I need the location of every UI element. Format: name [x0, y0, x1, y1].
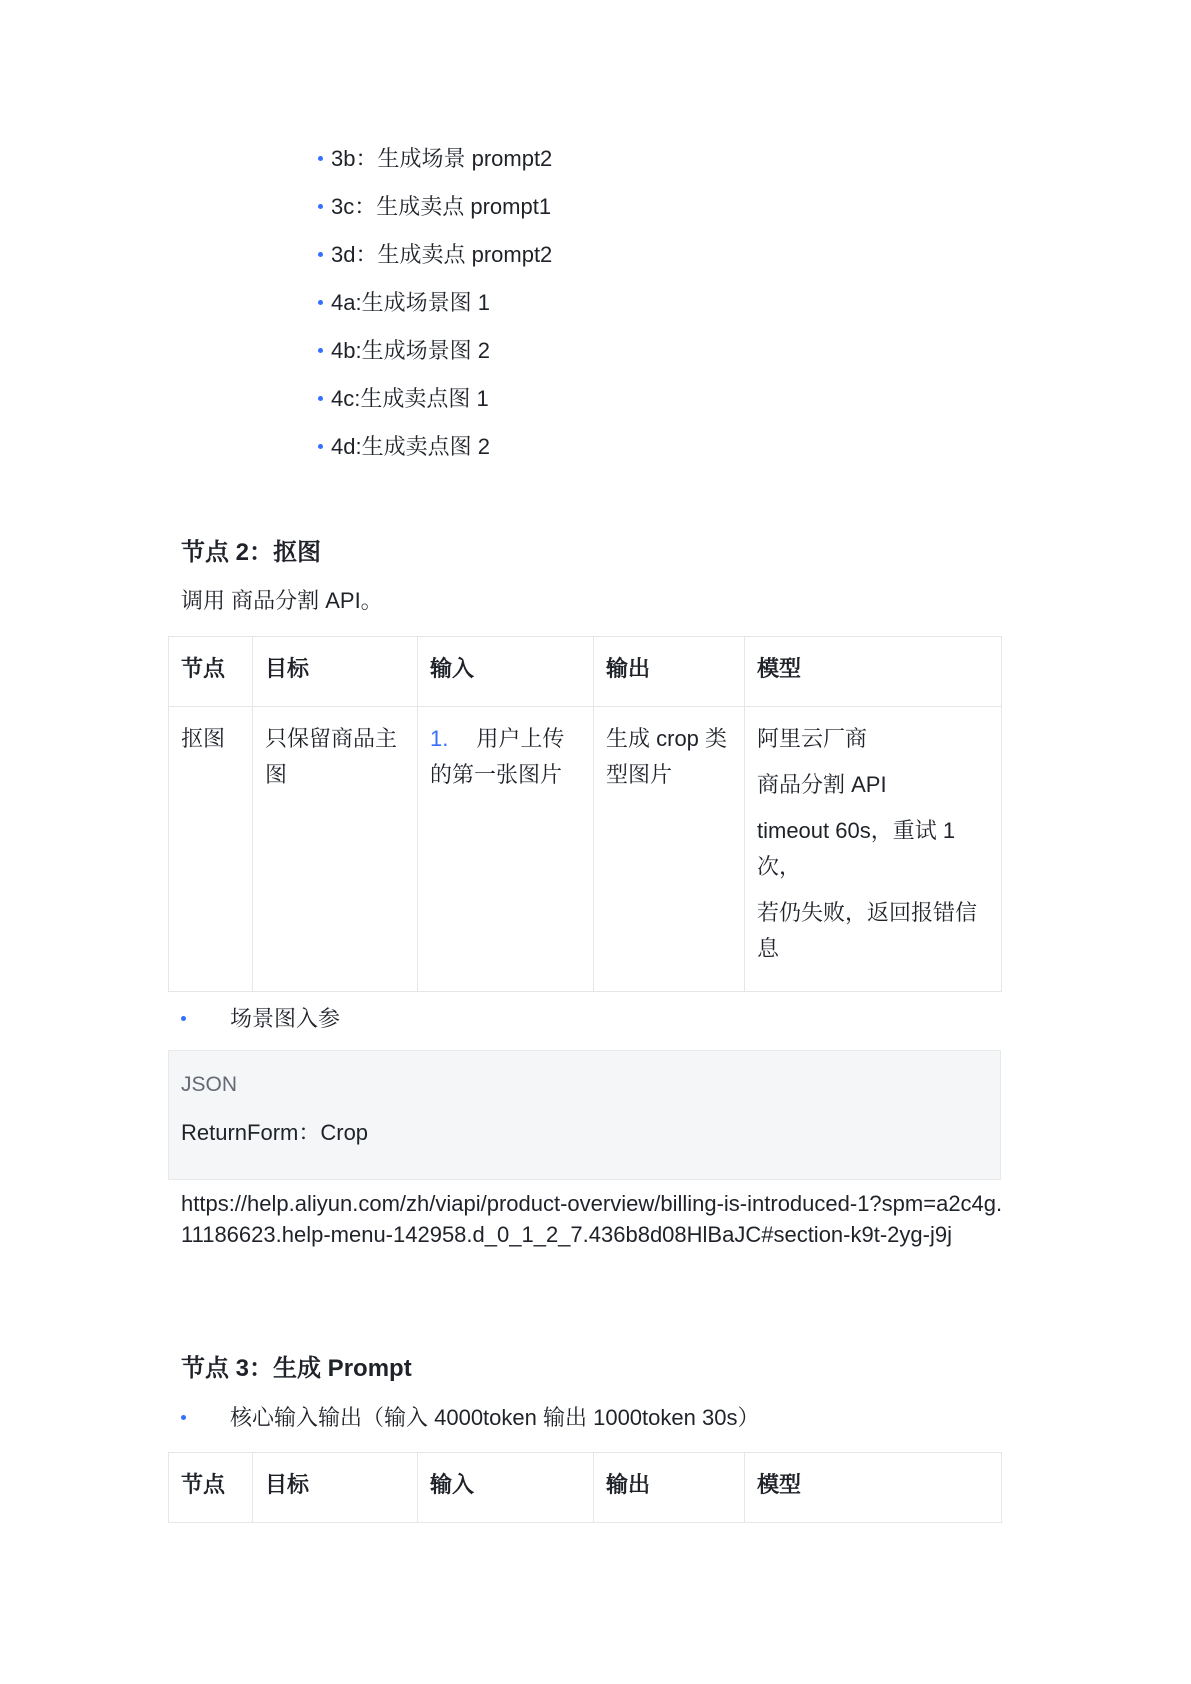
cell-goal: 只保留商品主图 [253, 707, 418, 992]
bullet-dot-icon [318, 348, 323, 353]
table-header-row [169, 637, 1002, 707]
code-block[interactable] [168, 1050, 1001, 1180]
cell-node: 抠图 [169, 707, 253, 992]
list-item: 3b：生成场景 prompt2 [318, 143, 552, 191]
table-header-cell: 输入 [418, 1453, 594, 1523]
model-line: timeout 60s，重试 1 次， [757, 818, 956, 879]
table-header-cell: 输出 [594, 637, 745, 707]
list-item: 4c:生成卖点图 1 [318, 383, 552, 431]
node3-bullet: 核心输入输出（输入 4000token 输出 1000token 30s） [181, 1402, 759, 1434]
bullet-dot-icon [318, 444, 323, 449]
list-item: 3d：生成卖点 prompt2 [318, 239, 552, 287]
table-header-cell: 模型 [745, 1453, 1002, 1523]
sub-step-list [318, 143, 552, 479]
cell-model [745, 707, 1002, 992]
code-content: ReturnForm：Crop [181, 1120, 369, 1145]
model-line: 若仍失败，返回报错信息 [757, 900, 978, 961]
table-header-cell: 目标 [253, 637, 418, 707]
bullet-dot-icon [318, 252, 323, 257]
list-item: 4d:生成卖点图 2 [318, 431, 552, 479]
node2-description: 调用 商品分割 API。 [181, 588, 383, 613]
node2-table [168, 636, 1002, 992]
bullet-dot-icon [181, 1415, 186, 1420]
table-header-cell: 目标 [253, 1453, 418, 1523]
table-header-row [169, 1453, 1002, 1523]
input-text: 用户上传的第一张图片 [430, 726, 565, 787]
node3-heading: 节点 3：生成 Prompt [181, 1355, 412, 1382]
list-item: 4b:生成场景图 2 [318, 335, 552, 383]
table-header-cell: 模型 [745, 637, 1002, 707]
table-header-cell: 节点 [169, 1453, 253, 1523]
bullet-dot-icon [318, 396, 323, 401]
bullet-dot-icon [318, 300, 323, 305]
model-line: 商品分割 API [757, 772, 887, 797]
bullet-dot-icon [181, 1016, 186, 1021]
cell-output: 生成 crop 类型图片 [594, 707, 745, 992]
node3-table [168, 1452, 1002, 1523]
table-header-cell: 节点 [169, 637, 253, 707]
table-header-cell: 输入 [418, 637, 594, 707]
reference-link[interactable]: https://help.aliyun.com/zh/viapi/product-overview/billing-is-introduced-1?spm=a2c4g.11186623.help-menu-142958.d_0_1_2_7.436b8d08HlBaJC#section-k9t-2yg-j9j [181, 1191, 1003, 1247]
node2-heading: 节点 2：抠图 [181, 539, 322, 566]
table-row [169, 707, 1002, 992]
list-item: 3c：生成卖点 prompt1 [318, 191, 552, 239]
cell-input [418, 707, 594, 992]
model-line: 阿里云厂商 [757, 726, 868, 751]
table-header-cell: 输出 [594, 1453, 745, 1523]
bullet-dot-icon [318, 204, 323, 209]
list-item: 4a:生成场景图 1 [318, 287, 552, 335]
code-language-label: JSON [181, 1073, 238, 1096]
node2-bullet: 场景图入参 [181, 1003, 340, 1035]
ordered-list-number: 1. [430, 726, 449, 751]
bullet-dot-icon [318, 156, 323, 161]
